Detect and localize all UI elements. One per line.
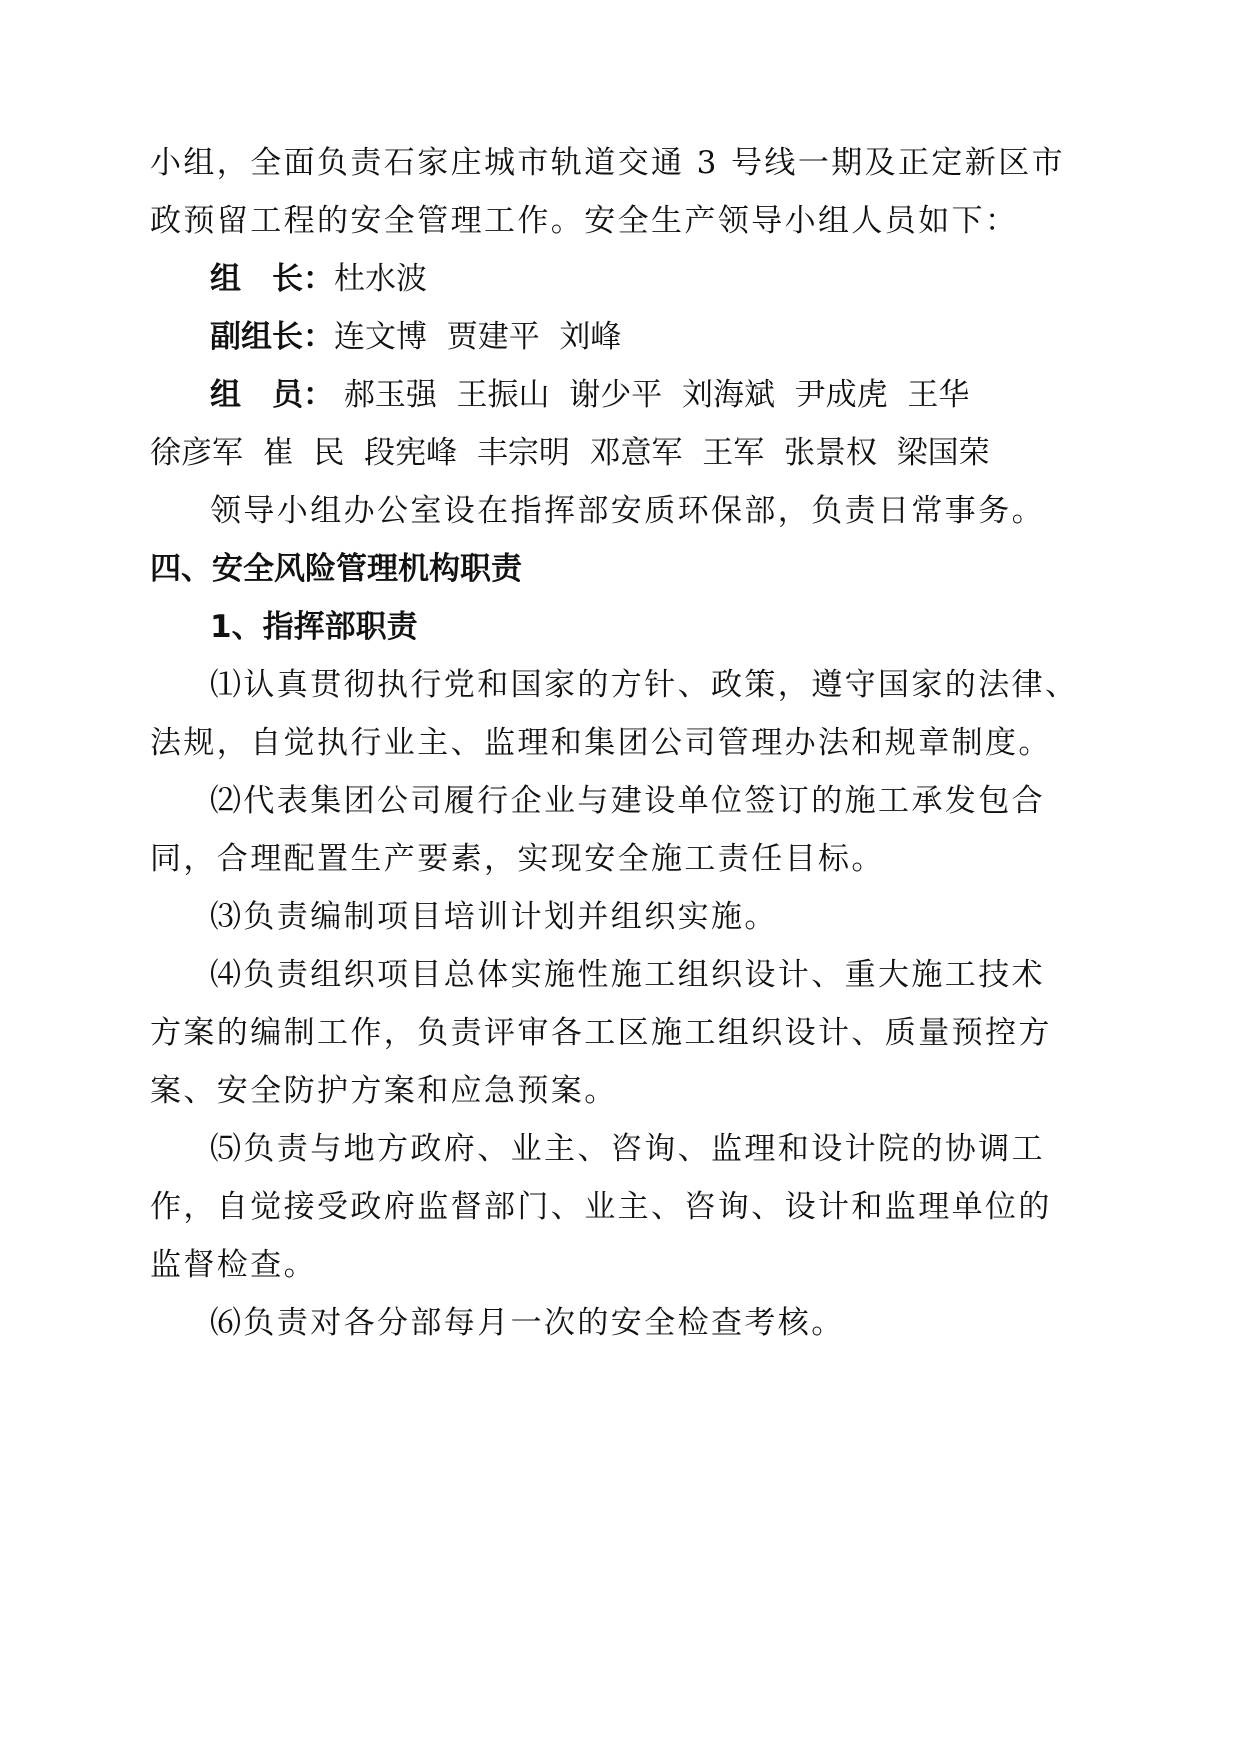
text-span: 同，合理配置生产要素，实现安全施工责任目标。 — [150, 841, 885, 877]
text-span: 案、安全防护方案和应急预案。 — [150, 1073, 618, 1109]
item-4-line-2 — [0, 1013, 1241, 1053]
text-span: 作，自觉接受政府监督部门、业主、咨询、设计和监理单位的 — [150, 1189, 1052, 1225]
deputy-line — [0, 317, 1241, 357]
member-names-2: 徐彦军 崔 民 段宪峰 丰宗明 邓意军 王军 张景权 梁国荣 — [150, 435, 990, 471]
deputy-label: 副组长： — [210, 319, 334, 355]
text-span: ⑵代表集团公司履行企业与建设单位签订的施工承发包合 — [210, 783, 1045, 819]
item-3-line-1 — [0, 897, 1241, 937]
subsection-heading — [0, 607, 1241, 647]
item-5-line-1 — [0, 1129, 1241, 1169]
member-names-1: 郝玉强 王振山 谢少平 刘海斌 尹成虎 王华 — [334, 377, 970, 413]
leader-label: 组 长： — [210, 261, 334, 297]
office-note — [0, 491, 1241, 531]
text-span: 方案的编制工作，负责评审各工区施工组织设计、质量预控方 — [150, 1015, 1052, 1051]
item-6-line-1 — [0, 1303, 1241, 1343]
text-span: 监督检查。 — [150, 1247, 317, 1283]
leader-line — [0, 259, 1241, 299]
member-label: 组 员： — [210, 377, 334, 413]
item-4-line-1 — [0, 955, 1241, 995]
text-span: 法规，自觉执行业主、监理和集团公司管理办法和规章制度。 — [150, 725, 1052, 761]
member-line — [0, 375, 1241, 415]
member-line-continued — [0, 433, 1241, 473]
item-2-line-2 — [0, 839, 1241, 879]
paragraph-line — [0, 201, 1241, 241]
heading-text: 四、安全风险管理机构职责 — [150, 551, 522, 587]
item-1-line-2 — [0, 723, 1241, 763]
text-span: 领导小组办公室设在指挥部安质环保部，负责日常事务。 — [210, 493, 1045, 529]
item-1-line-1 — [0, 665, 1241, 705]
text-span: ⑶负责编制项目培训计划并组织实施。 — [210, 899, 778, 935]
item-2-line-1 — [0, 781, 1241, 821]
section-heading — [0, 549, 1241, 589]
deputy-names: 连文博 贾建平 刘峰 — [334, 319, 622, 355]
leader-names: 杜水波 — [334, 261, 427, 297]
text-span: ⑸负责与地方政府、业主、咨询、监理和设计院的协调工 — [210, 1131, 1045, 1167]
text-span: ⑹负责对各分部每月一次的安全检查考核。 — [210, 1305, 845, 1341]
text-span: ⑷负责组织项目总体实施性施工组织设计、重大施工技术 — [210, 957, 1045, 993]
item-5-line-2 — [0, 1187, 1241, 1227]
text-span: 小组，全面负责石家庄城市轨道交通 3 号线一期及正定新区市 — [150, 145, 1066, 181]
paragraph-line — [0, 143, 1241, 183]
item-5-line-3 — [0, 1245, 1241, 1285]
text-span: ⑴认真贯彻执行党和国家的方针、政策，遵守国家的法律、 — [210, 667, 1079, 703]
subheading-text: 1、指挥部职责 — [210, 609, 418, 645]
item-4-line-3 — [0, 1071, 1241, 1111]
text-span: 政预留工程的安全管理工作。安全生产领导小组人员如下： — [150, 203, 1019, 239]
